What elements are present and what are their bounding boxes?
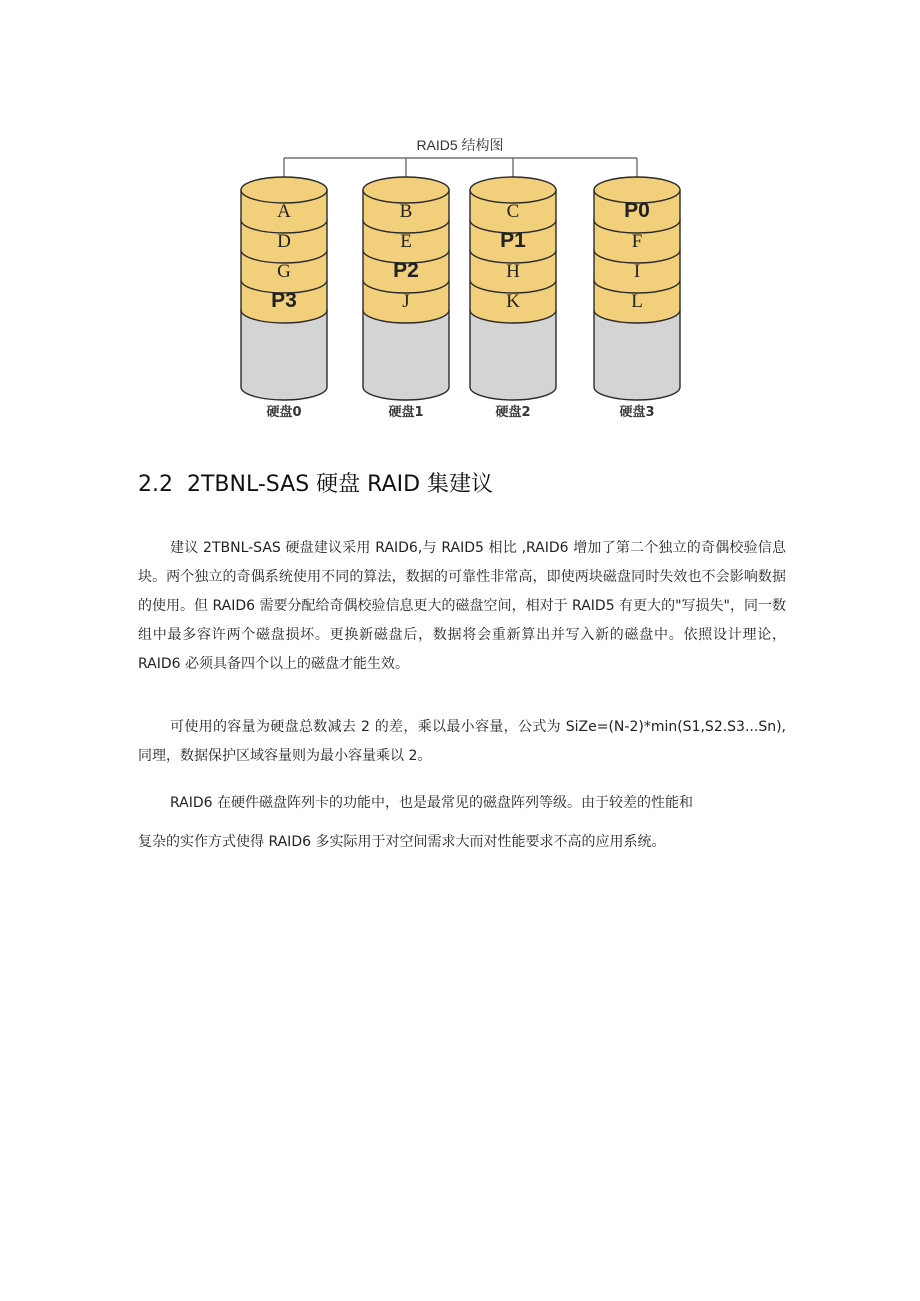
paragraph-raid6-usage: 复杂的实作方式使得 RAID6 多实际用于对空间需求大而对性能要求不高的应用系统。 (138, 834, 666, 850)
block-label: K (506, 291, 520, 312)
diagram-title: RAID5 结构图 (416, 137, 504, 153)
block-label: A (277, 201, 291, 222)
block-label: E (400, 231, 412, 252)
disk-3 (594, 177, 680, 420)
disk-top-cap (241, 177, 327, 203)
disk-array (241, 177, 680, 420)
disk-0 (241, 177, 327, 420)
disk-1 (363, 177, 449, 420)
section-number: 2.2 (138, 472, 173, 497)
block-label: P1 (500, 229, 526, 252)
block-label: B (399, 201, 413, 222)
block-label: P2 (393, 259, 419, 282)
paragraph-raid6-level: RAID6 在硬件磁盘阵列卡的功能中，也是最常见的磁盘阵列等级。由于较差的性能和 (170, 795, 694, 811)
block-label: J (402, 291, 410, 312)
block-label: P3 (271, 289, 297, 312)
block-label: C (506, 201, 520, 222)
block-label: L (631, 291, 643, 312)
disk-top-cap (470, 177, 556, 203)
raid5-structure-diagram (0, 0, 920, 440)
block-label: D (277, 231, 291, 252)
section-title: 2TBNL-SAS 硬盘 RAID 集建议 (187, 472, 494, 497)
paragraph-capacity-formula: 可使用的容量为硬盘总数减去 2 的差，乘以最小容量，公式为 SiZe=(N-2)*min(S1,S2.S3...Sn),同理，数据保护区域容量则为最小容量乘以 2。 (138, 719, 786, 764)
block-label: H (506, 261, 520, 282)
block-label: F (631, 231, 643, 252)
block-label: G (277, 261, 291, 282)
disk-top-cap (363, 177, 449, 203)
block-label: I (633, 261, 641, 282)
disk-2 (470, 177, 556, 420)
section-heading (138, 468, 493, 502)
disk-label: 硬盘3 (619, 405, 655, 420)
block-label: P0 (624, 199, 650, 222)
disk-label: 硬盘2 (495, 405, 531, 420)
disk-label: 硬盘1 (388, 405, 424, 420)
disk-label: 硬盘0 (266, 405, 302, 420)
diagram-connector-lines (284, 158, 637, 190)
paragraph-raid6-intro: 建议 2TBNL-SAS 硬盘建议采用 RAID6,与 RAID5 相比 ,RAID6 增加了第二个独立的奇偶校验信息块。两个独立的奇偶系统使用不同的算法，数据的可靠性非常高，即使两块磁盘同时失效也不会影响数据的使用。但 RAID6 需要分配给奇偶校验信息更大的磁盘空间，相对于 RAID5 有更大的"写损失"，同一数组中最多容许两个磁盘损坏。更换新磁盘后，数据将会重新算出并写入新的磁盘中。依照设计理论，RAID6 必须具备四个以上的磁盘才能生效。 (138, 540, 786, 672)
